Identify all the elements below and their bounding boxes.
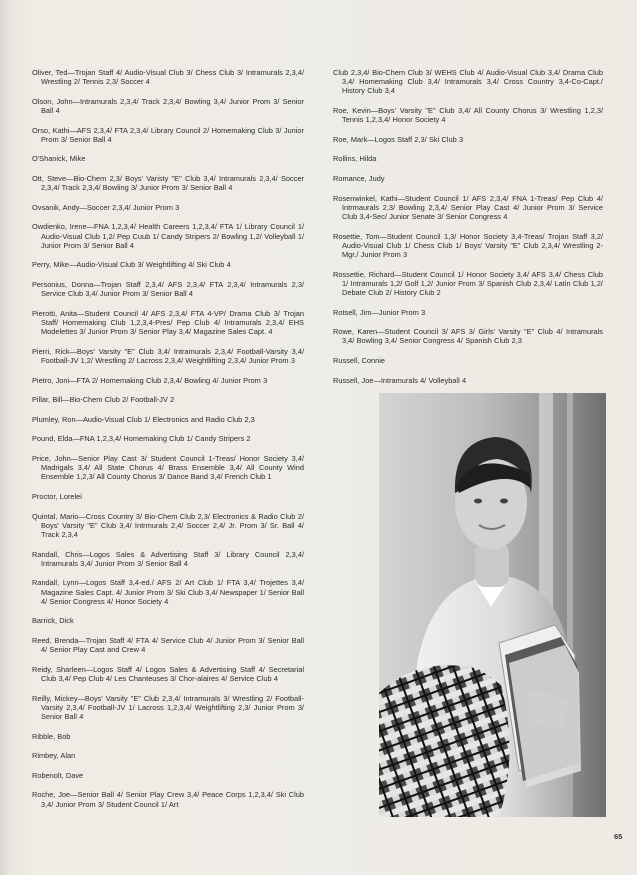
student-photo	[379, 393, 606, 817]
left-column	[32, 68, 304, 819]
entry: Romance, Judy	[333, 173, 385, 183]
entry: Personius, Donna—Trojan Staff 2,3,4/ AFS 2,3,4/ FTA 2,3,4/ Intramurals 2,3/ Service Club 3,4/ Junior Prom 3/ Senior Ball 4	[32, 279, 304, 299]
entry: Russell, Connie	[333, 355, 385, 365]
entry: Club 2,3,4/ Bio-Chem Club 3/ WEHS Club 4/ Audio-Visual Club 3,4/ Drama Club 3,4/ Homemaking Club 3,4/ Intramurals 3,4/ Cross Country 3,4-Co-Capt./ History Club 3,4	[333, 68, 603, 96]
entry: Rossettie, Richard—Student Council 1/ Honor Society 3,4/ AFS 3,4/ Chess Club 1/ Intramurals 1,2/ Golf 1,2/ Junior Prom 3/ Spanish Club 2,3,4/ Latin Club 1,2/ Debate Club 2/ History Club 2	[333, 269, 603, 297]
entry: Rotsell, Jim—Junior Prom 3	[333, 307, 426, 317]
entry: Ott, Steve—Bio-Chem 2,3/ Boys' Varisty "E" Club 3,4/ Intramurals 2,3,4/ Soccer 2,3,4/ Track 2,3,4/ Bowling 3/ Junior Prom 3/ Senior Ball 4	[32, 173, 304, 193]
entry: Plumley, Ron—Audio-Visual Club 1/ Electronics and Radio Club 2,3	[32, 414, 255, 424]
entry: Perry, Mike—Audio-Visual Club 3/ Weightlifting 4/ Ski Club 4	[32, 260, 231, 270]
entry: Rosenwinkel, Kathi—Student Council 1/ AFS 2,3,4/ FNA 1-Treas/ Pep Club 4/ Intrmaurals 2,3/ Bowling 2,3,4/ Senior Play Cast 4/ Junior Prom 3/ Service Club 3,4-Sec/ Junior Senate 3/ Senior Congress 4	[333, 193, 603, 221]
entry: Roe, Mark—Logos Staff 2,3/ Ski Club 3	[333, 134, 464, 144]
entry: Pietro, Joni—FTA 2/ Homemaking Club 2,3,4/ Bowling 4/ Junior Prom 3	[32, 375, 268, 385]
entry: Rowe, Karen—Student Council 3/ AFS 3/ Girls' Varsity "E" Club 4/ Intramurals 3,4/ Bowling 3,4/ Senior Congress 4/ Spanish Club 2,3	[333, 327, 603, 346]
entry: Rimbey, Alan	[32, 751, 76, 761]
entry: Proctor, Lorelei	[32, 491, 82, 501]
entry: Rollins, Hilda	[333, 154, 377, 164]
entry: Orso, Kathi—AFS 2,3,4/ FTA 2,3,4/ Library Council 2/ Homemaking Club 3/ Junior Prom 3/ Senior Ball 4	[32, 125, 304, 144]
entry: Randall, Lynn—Logos Staff 3,4-ed./ AFS 2/ Art Club 1/ FTA 3,4/ Trojettes 3,4/ Magazine Sales Capt. 4/ Junior Prom 3/ Ski Club 3,4/ Newspaper 1/ Senior Ball 4/ Senior Congress 4/ Honor Society 4	[32, 578, 304, 606]
entry: Olson, John—Intramurals 2,3,4/ Track 2,3,4/ Bowling 3,4/ Junior Prom 3/ Senior Ball 4	[32, 96, 304, 115]
entry: Pound, Elda—FNA 1,2,3,4/ Homemaking Club 1/ Candy Stripers 2	[32, 434, 251, 444]
entry: Randall, Chris—Logos Sales & Advertising Staff 3/ Library Council 2,3,4/ Intramurals 3,4/ Junior Prom 3/ Senior Ball 4	[32, 549, 304, 568]
entry: Rosettie, Tom—Student Council 1,3/ Honor Society 3,4-Treas/ Trojan Staff 3,2/ Audio-Visual Club 1/ Chess Club 1/ Boys' Varsity "E" Club 2,3,4/ Wrestling 2-Mgr./ Junior Prom 3	[333, 231, 603, 259]
page-number: 65	[614, 832, 623, 841]
entry: Pierotti, Anita—Student Council 4/ AFS 2,3,4/ FTA 4-VP/ Drama Club 3/ Trojan Staff/ Homemaking Club 1,2,3,4-Pres/ Pep Club 4/ Intramurals 2,3,4/ EHS Modelettes 3/ Junior Prom 3/ Senior Play 3,4/ Magazine Sales Capt. 4	[32, 308, 304, 337]
entry: Ovsanik, Andy—Soccer 2,3,4/ Junior Prom 3	[32, 202, 180, 212]
entry: O'Shanick, Mike	[32, 154, 86, 164]
student-photo-illustration	[379, 393, 606, 817]
entry: Ribble, Bob	[32, 731, 71, 741]
entry: Reed, Brenda—Trojan Staff 4/ FTA 4/ Service Club 4/ Junior Prom 3/ Senior Ball 4/ Senior Play Cast and Crew 4	[32, 635, 304, 655]
entry: Oliver, Ted—Trojan Staff 4/ Audio-Visual Club 3/ Chess Club 3/ Intramurals 2,3,4/ Wrestling 2/ Tennis 2,3/ Soccer 4	[32, 68, 304, 87]
right-column	[333, 68, 603, 395]
entry: Owdienko, Irene—FNA 1,2,3,4/ Health Careers 1,2,3,4/ FTA 1/ Library Council 1/ Audio-Visual Club 1,2/ Pep Cuub 1/ Candy Stripers 2/ Bowling 1,2/ Volleyball 1/ Junior Prom 3/ Senior Ball 4	[32, 222, 304, 250]
entry: Roche, Joe—Senior Ball 4/ Senior Play Crew 3,4/ Peace Corps 1,2,3,4/ Ski Club 3,4/ Junior Prom 3/ Student Council 1/ Art	[32, 790, 304, 809]
entry: Robenolt, Dave	[32, 770, 84, 780]
entry: Price, John—Senior Play Cast 3/ Student Council 1-Treas/ Honor Society 3,4/ Madrigals 3,4/ All State Chorus 4/ Brass Ensemble 3,4/ All County Wind Ensemble 1,2,3/ All County Chorus 3/ Dance Band 3,4/ French Club 1	[32, 453, 304, 482]
entry: Pillar, Bill—Bio-Chem Club 2/ Football-JV 2	[32, 395, 175, 405]
entry: Reidy, Sharleen—Logos Staff 4/ Logos Sales & Advertising Staff 4/ Secretarial Club 3,4/ Pep Club 4/ Les Chanteuses 3/ Chor-alaires 4/ Service Club 4	[32, 664, 304, 683]
entry: Roe, Kevin—Boys' Varsity "E" Club 3,4/ All County Chorus 3/ Wrestling 1,2,3/ Tennis 1,2,3,4/ Honor Society 4	[333, 106, 603, 125]
entry: Russell, Joe—Intramurals 4/ Volleyball 4	[333, 375, 467, 385]
entry: Pierri, Rick—Boys' Varsity "E" Club 3,4/ Intramurals 2,3,4/ Football-Varsity 3,4/ Football-JV 1,2/ Wrestling 2/ Lacross 2,3,4/ Weightlifting 2,3,4/ Junior Prom 3	[32, 346, 304, 365]
entry: Reilly, Mickey—Boys' Varsity "E" Club 2,3,4/ Intramurals 3/ Wrestling 2/ Football-Varsity 2,3,4/ Football-JV 1/ Lacross 1,2,3,4/ Weightlifting 2,3/ Junior Prom 3/ Senior Ball 4	[32, 693, 304, 721]
entry: Barrick, Dick	[32, 616, 74, 626]
entry: Quintal, Mario—Cross Country 3/ Bio-Chem Club 2,3/ Electronics & Radio Club 2/ Boys' Varsity "E" Club 3,4/ Intrmurals 2,4/ Soccer 2,4/ Jr. Prom 3/ Sr. Ball 4/ Track 2,3,4	[32, 511, 304, 539]
